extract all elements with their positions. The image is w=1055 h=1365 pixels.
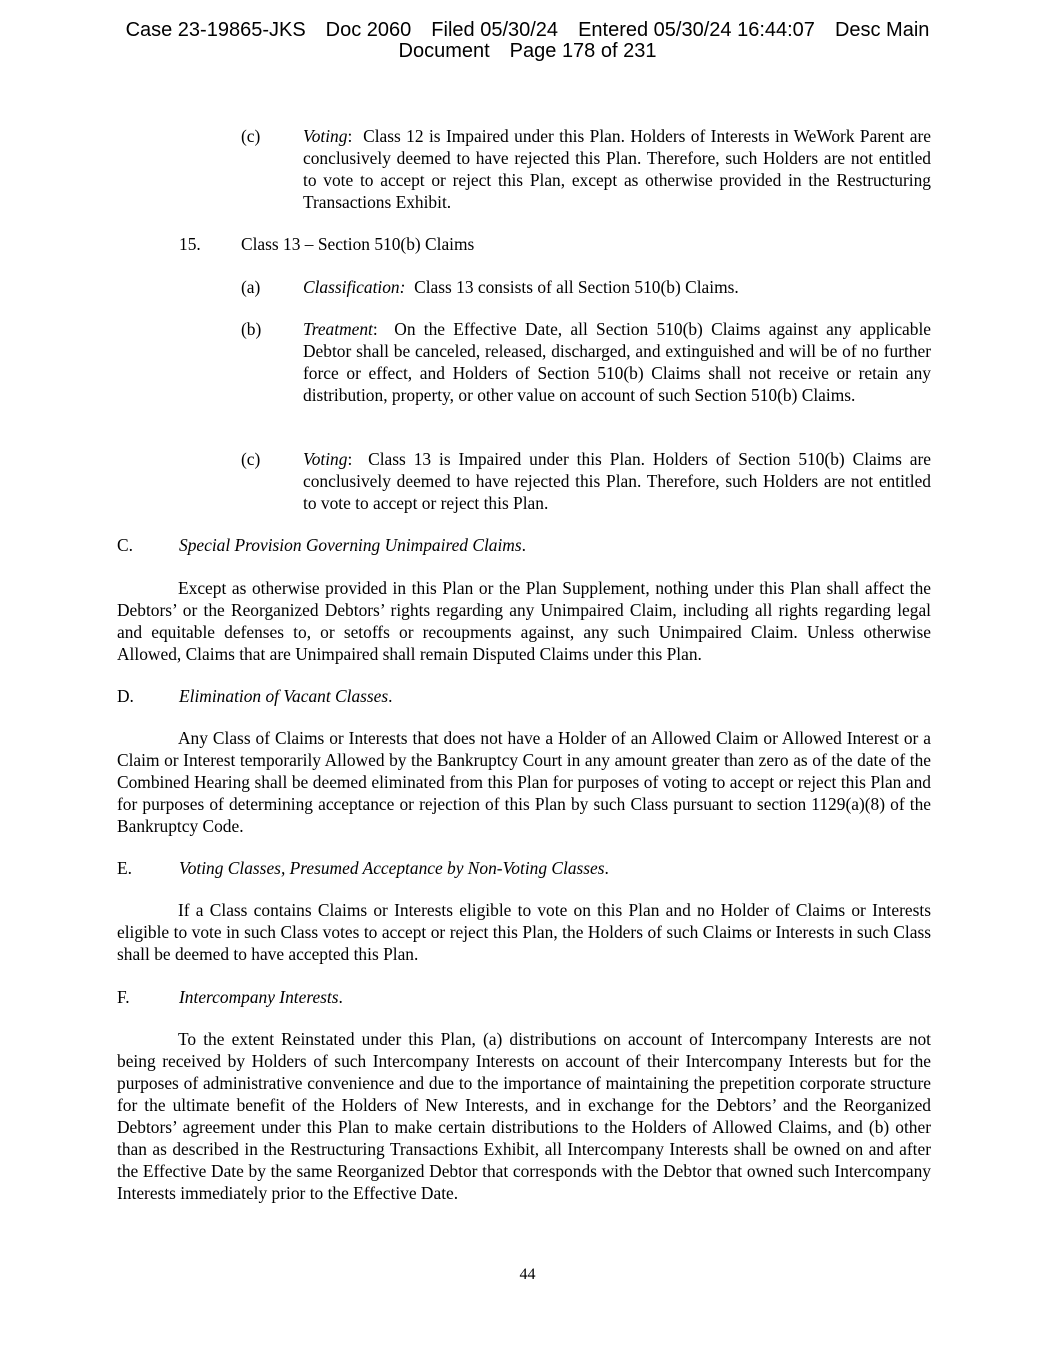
classification-paragraph bbox=[303, 276, 931, 298]
section-letter: F. bbox=[117, 987, 130, 1007]
desc-main: Desc Main bbox=[834, 19, 930, 41]
treatment-paragraph: Treatment: On the Effective Date, all Section 510(b) Claims against any applicable Debtor shall be canceled, released, discharged, and extinguished and will be of no further force or effect, and Holders of Section 510(b) Claims shall not receive or retain any distribution, property, or other value on account of such Section 510(b) Claims. bbox=[303, 319, 932, 405]
section-e-heading: Voting Classes, Presumed Acceptance by Non-Voting Classes. bbox=[179, 858, 609, 878]
section-c-heading: Special Provision Governing Unimpaired Claims. bbox=[179, 535, 526, 555]
item-number: 15. bbox=[179, 234, 201, 254]
filing-header-line2 bbox=[0, 41, 1055, 62]
section-d-body: Any Class of Claims or Interests that does not have a Holder of an Allowed Claim or Allowed Interest or a Claim or Interest temporarily Allowed by the Bankruptcy Court in any amount greater than zero as of the date of the Combined Hearing shall be deemed eliminated from this Plan for purposes of voting to accept or reject this Plan and for purposes of determining acceptance or rejection of this Plan by such Class pursuant to section 1129(a)(8) of the Bankruptcy Code. bbox=[117, 728, 931, 836]
doc-number: Doc 2060 bbox=[325, 19, 412, 41]
section-f-body: To the extent Reinstated under this Plan, (a) distributions on account of Intercompany Interests are not being received by Holders of such Intercompany Interests on account of their Intercompany Interests but for the purposes of administrative convenience and due to the importance of maintaining the prepetition corporate structure for the ultimate benefit of the Holders of New Interests, and in exchange for the Debtors’ and the Reorganized Debtors’ agreement under this Plan to make certain distributions to the Holders of Allowed Claims, and (b) other than as described in the Restructuring Transactions Exhibit, all Intercompany Interests shall be owned on and after the Effective Date by the same Reorganized Debtor that corresponds with the Debtor that owned such Intercompany Interests immediately prior to the Effective Date. bbox=[117, 1029, 931, 1203]
section-e-body: If a Class contains Claims or Interests eligible to vote on this Plan and no Holder of Claims or Interests eligible to vote in such Class votes to accept or reject this Plan, the Holders of such Claims or Interests in such Class shall be deemed to have accepted this Plan. bbox=[117, 900, 931, 964]
item-heading: Class 13 – Section 510(b) Claims bbox=[241, 234, 475, 254]
section-title: Special Provision Governing Unimpaired Claims bbox=[179, 535, 522, 555]
subitem-title: Classification: bbox=[303, 277, 406, 297]
section-f-heading: Intercompany Interests. bbox=[179, 987, 343, 1007]
section-letter: D. bbox=[117, 686, 134, 706]
entered-date: Entered 05/30/24 16:44:07 bbox=[578, 19, 815, 41]
section-d-heading: Elimination of Vacant Classes. bbox=[179, 686, 393, 706]
section-title: Voting Classes, Presumed Acceptance by Non-Voting Classes bbox=[179, 858, 605, 878]
page-number: 44 bbox=[519, 1266, 536, 1283]
subitem-text: Class 13 consists of all Section 510(b) Claims. bbox=[414, 277, 739, 297]
class12-voting-paragraph: Voting: Class 12 is Impaired under this Plan. Holders of Interests in WeWork Parent are conclusively deemed to have rejected this Plan. Therefore, such Holders are not entitled to vote to accept or reject this Plan, except as otherwise provided in the Restructuring Transactions Exhibit. bbox=[303, 126, 931, 212]
section-title: Elimination of Vacant Classes bbox=[179, 686, 389, 706]
filing-header bbox=[0, 20, 1055, 62]
subitem-label: (c) bbox=[241, 449, 261, 469]
subitem-title: Voting bbox=[303, 126, 348, 146]
section-title: Intercompany Interests bbox=[179, 987, 339, 1007]
subitem-text: Class 12 is Impaired under this Plan. Holders of Interests in WeWork Parent are conclusively deemed to have rejected this Plan. Therefore, such Holders are not entitled to vote to accept or reject this Plan, except as otherwise provided in the Restructuring Transactions Exhibit. bbox=[303, 126, 931, 212]
case-number: Case 23-19865-JKS bbox=[125, 19, 306, 41]
filing-header-line1 bbox=[0, 20, 1055, 41]
page-of-total: Page 178 of 231 bbox=[509, 40, 657, 62]
subitem-label: (c) bbox=[241, 126, 261, 146]
section-c-body: Except as otherwise provided in this Plan or the Plan Supplement, nothing under this Plan shall affect the Debtors’ or the Reorganized Debtors’ rights regarding any Unimpaired Claim, including all rights regarding legal and equitable defenses to, or setoffs or recoupments against, any such Unimpaired Claim. Unless otherwise Allowed, Claims that are Unimpaired shall remain Disputed Claims under this Plan. bbox=[117, 578, 931, 664]
subitem-title: Voting bbox=[303, 449, 348, 469]
subitem-text: Class 13 is Impaired under this Plan. Holders of Section 510(b) Claims are conclusively deemed to have rejected this Plan. Therefore, such Holders are not entitled to vote to accept or reject this Plan. bbox=[303, 449, 932, 513]
subitem-title: Treatment bbox=[303, 319, 373, 339]
class13-voting-paragraph: Voting: Class 13 is Impaired under this Plan. Holders of Section 510(b) Claims are conclusively deemed to have rejected this Plan. Therefore, such Holders are not entitled to vote to accept or reject this Plan. bbox=[303, 449, 932, 513]
subitem-label: (b) bbox=[241, 319, 262, 339]
subitem-text: On the Effective Date, all Section 510(b) Claims against any applicable Debtor shall be canceled, released, discharged, and extinguished and will be of no further force or effect, and Holders of Section 510(b) Claims shall not receive or retain any distribution, property, or other value on account of such Section 510(b) Claims. bbox=[303, 319, 932, 405]
filed-date: Filed 05/30/24 bbox=[431, 19, 559, 41]
section-letter: E. bbox=[117, 858, 132, 878]
section-letter: C. bbox=[117, 535, 133, 555]
subitem-label: (a) bbox=[241, 277, 261, 297]
document-label: Document bbox=[398, 40, 490, 62]
